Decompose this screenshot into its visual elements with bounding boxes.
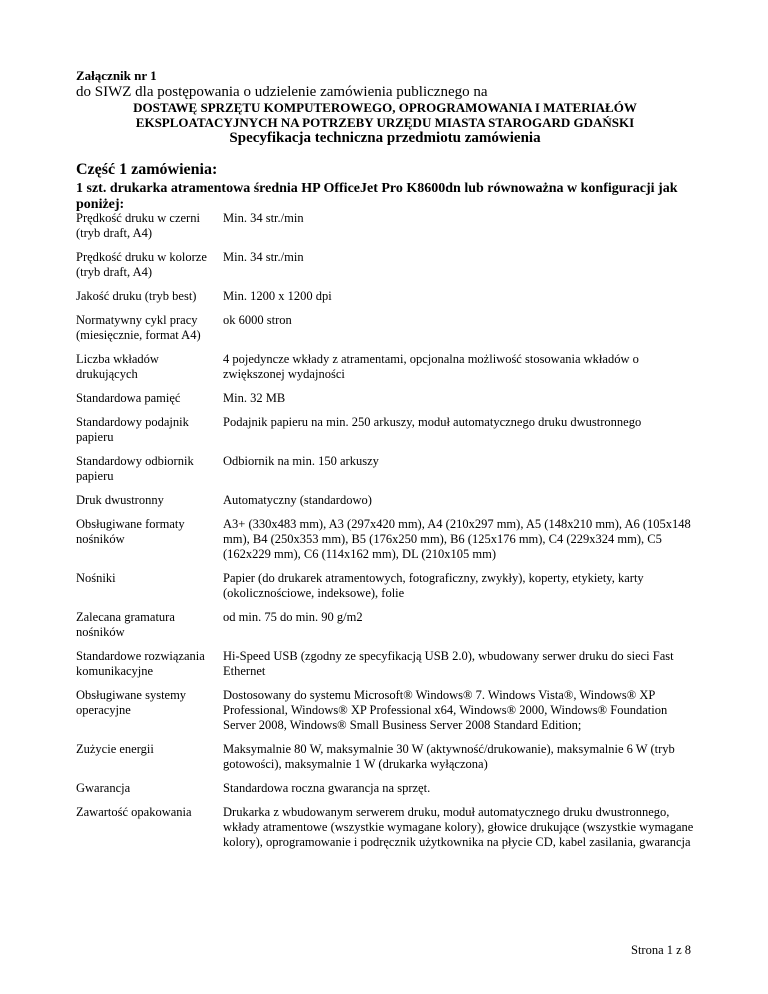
spec-row [76, 289, 696, 304]
title-line-2: EKSPLOATACYJNYCH NA POTRZEBY URZĘDU MIASTA STAROGARD GDAŃSKI [135, 115, 635, 130]
spec-value: Min. 34 str./min [223, 250, 304, 264]
spec-label: Prędkość druku w kolorze (tryb draft, A4) [76, 250, 207, 279]
spec-label: Prędkość druku w czerni (tryb draft, A4) [76, 211, 200, 240]
spec-row [76, 415, 696, 445]
spec-label: Standardowy podajnik papieru [76, 415, 189, 444]
spec-label: Zawartość opakowania [76, 805, 192, 819]
spec-value: Automatyczny (standardowo) [223, 493, 372, 507]
spec-value: ok 6000 stron [223, 313, 292, 327]
spec-row [76, 610, 696, 640]
spec-value: od min. 75 do min. 90 g/m2 [223, 610, 363, 624]
spec-row [76, 805, 696, 850]
page-number: Strona 1 z 8 [631, 943, 692, 957]
spec-row [76, 493, 696, 508]
spec-label: Druk dwustronny [76, 493, 164, 507]
spec-value: 4 pojedyncze wkłady z atramentami, opcjonalna możliwość stosowania wkładów o zwiększonej wydajności [223, 352, 639, 381]
spec-row [76, 211, 696, 241]
spec-table [76, 211, 696, 850]
spec-value: A3+ (330x483 mm), A3 (297x420 mm), A4 (210x297 mm), A5 (148x210 mm), A6 (105x148 mm), B4 (250x353 mm), B5 (176x250 mm), B6 (125x176 mm), C4 (229x324 mm), C5 (162x229 mm), C6 (114x162 mm), DL (210x105 mm) [223, 517, 691, 561]
intro-text: do SIWZ dla postępowania o udzielenie zamówienia publicznego na [76, 84, 488, 100]
spec-value: Drukarka z wbudowanym serwerem druku, moduł automatycznego druku dwustronnego, wkłady atramentowe (wszystkie wymagane kolory), głowice drukujące (wszystkie wymagane kolory), oprogramowanie i podręcznik użytkownika na płycie CD, kabel zasilania, gwarancja [223, 805, 694, 849]
spec-value: Standardowa roczna gwarancja na sprzęt. [223, 781, 431, 795]
spec-row [76, 781, 696, 796]
spec-row [76, 742, 696, 772]
annex-label: Załącznik nr 1 [76, 68, 157, 83]
spec-row [76, 391, 696, 406]
title-line-1: DOSTAWĘ SPRZĘTU KOMPUTEROWEGO, OPROGRAMOWANIA I MATERIAŁÓW [133, 100, 637, 115]
spec-row [76, 649, 696, 679]
spec-row [76, 250, 696, 280]
spec-label: Standardowy odbiornik papieru [76, 454, 194, 483]
spec-label: Jakość druku (tryb best) [76, 289, 197, 303]
spec-row [76, 517, 696, 562]
spec-value: Dostosowany do systemu Microsoft® Windows® 7. Windows Vista®, Windows® XP Professional, Windows® XP Professional x64, Windows® 2000, Windows® Foundation Server 2008, Windows® Small Business Server 2008 Standard Edition; [223, 688, 668, 732]
spec-value: Hi-Speed USB (zgodny ze specyfikacją USB 2.0), wbudowany serwer druku do sieci Fast Ethernet [223, 649, 674, 678]
spec-value: Min. 34 str./min [223, 211, 304, 225]
spec-label: Standardowe rozwiązania komunikacyjne [76, 649, 205, 678]
spec-value: Papier (do drukarek atramentowych, fotograficzny, zwykły), koperty, etykiety, karty (okolicznościowe, indeksowe), folie [223, 571, 644, 600]
part-heading: Część 1 zamówienia: [76, 161, 218, 178]
spec-value: Min. 1200 x 1200 dpi [223, 289, 332, 303]
spec-row [76, 571, 696, 601]
spec-value: Podajnik papieru na min. 250 arkuszy, moduł automatycznego druku dwustronnego [223, 415, 642, 429]
procurement-title [76, 100, 694, 130]
spec-label: Zalecana gramatura nośników [76, 610, 175, 639]
spec-title: Specyfikacja techniczna przedmiotu zamówienia [229, 130, 541, 146]
spec-row [76, 688, 696, 733]
spec-label: Standardowa pamięć [76, 391, 181, 405]
spec-label: Liczba wkładów drukujących [76, 352, 159, 381]
item-heading: 1 szt. drukarka atramentowa średnia HP OfficeJet Pro K8600dn lub równoważna w konfiguracji jak poniżej: [76, 181, 678, 212]
spec-label: Nośniki [76, 571, 116, 585]
spec-row [76, 454, 696, 484]
spec-value: Maksymalnie 80 W, maksymalnie 30 W (aktywność/drukowanie), maksymalnie 6 W (tryb gotowości), maksymalnie 1 W (drukarka wyłączona) [223, 742, 675, 771]
spec-label: Obsługiwane systemy operacyjne [76, 688, 187, 717]
spec-label: Normatywny cykl pracy (miesięcznie, format A4) [76, 313, 201, 342]
spec-value: Odbiornik na min. 150 arkuszy [223, 454, 379, 468]
spec-label: Gwarancja [76, 781, 131, 795]
spec-value: Min. 32 MB [223, 391, 286, 405]
spec-row [76, 352, 696, 382]
spec-label: Obsługiwane formaty nośników [76, 517, 185, 546]
spec-label: Zużycie energii [76, 742, 154, 756]
spec-row [76, 313, 696, 343]
